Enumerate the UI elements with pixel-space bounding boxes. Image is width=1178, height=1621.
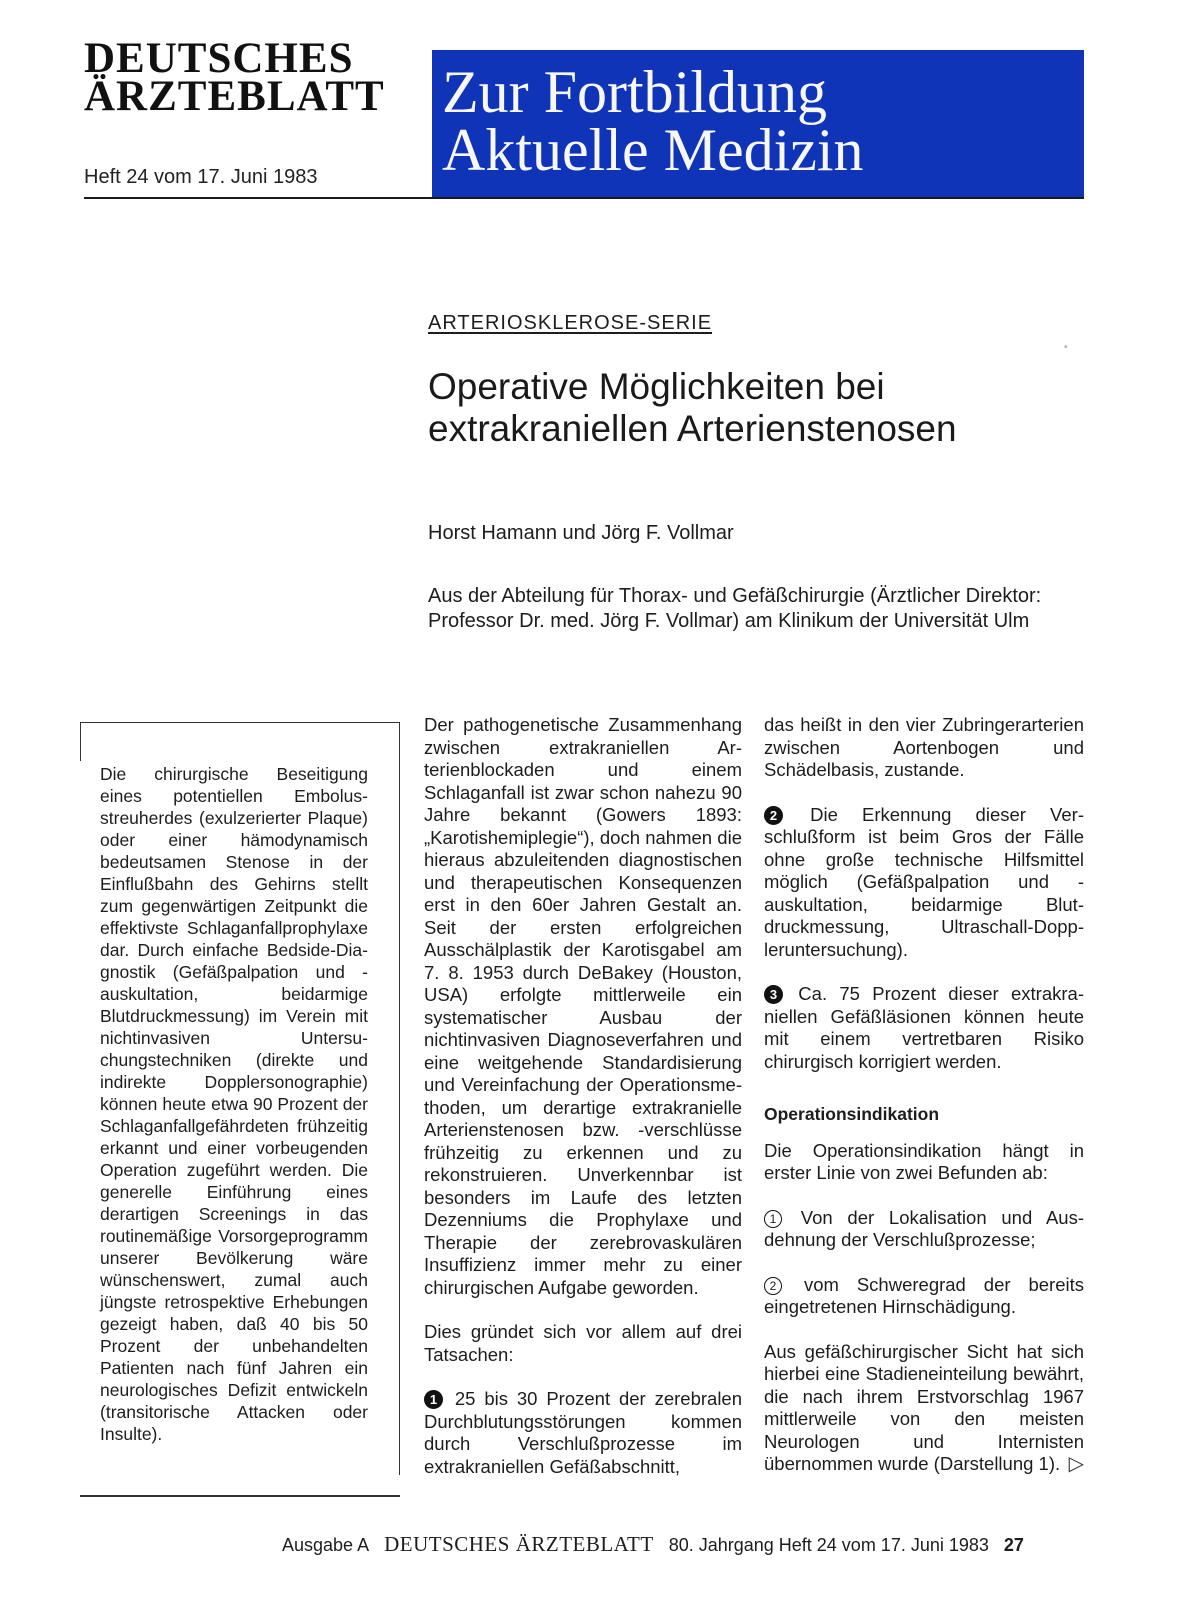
paragraph-indication: Die Operationsindikation hängt in erster Linie von zwei Befunden ab: bbox=[764, 1139, 1084, 1183]
bullet-number-1: 1 bbox=[424, 1390, 443, 1409]
page-number: 27 bbox=[1003, 1535, 1024, 1555]
masthead-rule bbox=[84, 197, 1084, 199]
abstract-box bbox=[80, 722, 400, 1497]
circled-number-2: 2 bbox=[764, 1277, 782, 1295]
abstract-box-corner bbox=[80, 723, 81, 761]
footer-magazine: DEUTSCHES ÄRZTEBLATT bbox=[384, 1532, 654, 1556]
fact-item-2 bbox=[764, 804, 1084, 962]
paragraph-staging bbox=[764, 1341, 1084, 1476]
issue-date: Heft 24 vom 17. Juni 1983 bbox=[84, 166, 318, 188]
fact-text-2: Die Erkennung dieser Verschlußform ist beim Gros der Fälle ohne große technische Hilfsmittel möglich (Gefäßpalpation und -auskultation, beidarmige Blutdruckmessung, Ultraschall-Doppleruntersuchung). bbox=[764, 803, 1084, 960]
banner-line-aktuelle-medizin: Aktuelle Medizin bbox=[442, 117, 864, 183]
body-column-1 bbox=[424, 714, 742, 1500]
paragraph-intro: Der pathogenetische Zusammenhang zwischen extrakraniellen Arterienblockaden und einem Schlaganfall ist zwar schon nahezu 90 Jahre bekannt (Gowers 1893: „Karotishemiplegie“), doch nahmen die hieraus abzuleitenden diagnostischen und therapeutischen Konsequenzen erst in den 60er Jahren Gestalt an. Seit der ersten erfolgreichen Ausschälplastik der Karotisgabel am 7. 8. 1953 durch DeBakey (Houston, USA) erfolgte mittlerweile ein systematischer Ausbau der nichtinvasiven Diagnoseverfahren und eine weitgehende Standardisierung und Vereinfachung der Operationsmethoden, um derartige extrakranielle Arterienstenosen bzw. -verschlüsse frühzeitig zu erkennen und zu rekonstruieren. Unverkennbar ist besonders im Laufe des letzten Dezenniums die Prophylaxe und Therapie der zerebrovaskulären Insuffizienz immer mehr zu einer chirurgischen Aufgabe geworden. bbox=[424, 714, 742, 1298]
article-title: Operative Möglichkeiten bei extrakraniellen Arterienstenosen bbox=[428, 366, 957, 449]
article-authors: Horst Hamann und Jörg F. Vollmar bbox=[428, 522, 734, 544]
abstract-box-right-border bbox=[399, 723, 400, 1475]
criterion-text-2: vom Schweregrad der bereits eingetretenen Hirnschädigung. bbox=[764, 1273, 1085, 1317]
fact-text-1: 25 bis 30 Prozent der zerebralen Durchblutungsstörungen kommen durch Verschlußprozesse im extrakraniellen Gefäßabschnitt, bbox=[424, 1388, 743, 1477]
fact-text-3: Ca. 75 Prozent dieser extrakraniellen Gefäßläsionen können heute mit einem vertretbaren Risiko chirurgisch korrigiert werden. bbox=[764, 983, 1084, 1072]
paragraph-continuation: das heißt in den vier Zubringerarterien zwischen Aortenbogen und Schädelbasis, zustande. bbox=[764, 714, 1084, 780]
footer-volume: 80. Jahrgang Heft 24 vom 17. Juni 1983 bbox=[668, 1535, 989, 1555]
continue-arrow-icon: ▷ bbox=[1068, 1453, 1084, 1475]
body-column-2 bbox=[764, 714, 1084, 1498]
article-affiliation: Aus der Abteilung für Thorax- und Gefäßchirurgie (Ärztlicher Direktor: Professor Dr. med. Jörg F. Vollmar) am Klinikum der Universität Ulm bbox=[428, 585, 1042, 632]
fact-item-1 bbox=[424, 1388, 742, 1478]
magazine-title: DEUTSCHES ÄRZTEBLATT bbox=[84, 35, 385, 120]
paragraph-facts-lead: Dies gründet sich vor allem auf drei Tatsachen: bbox=[424, 1321, 742, 1365]
page-footer bbox=[282, 1532, 1024, 1557]
criterion-item-1 bbox=[764, 1207, 1084, 1252]
series-label: ARTERIOSKLEROSE-SERIE bbox=[428, 312, 713, 334]
criterion-text-1: Von der Lokalisation und Ausdehnung der Verschlußprozesse; bbox=[764, 1206, 1085, 1250]
staging-text: Aus gefäßchirurgischer Sicht hat sich hierbei eine Stadieneinteilung bewährt, die nach ihrem Erstvorschlag 1967 mittlerweile von den meisten Neurologen und Internisten übernommen wurde (Darstellung 1). bbox=[764, 1340, 1084, 1474]
banner-line-fortbildung: Zur Fortbildung bbox=[442, 59, 827, 125]
subheading-operationsindikation: Operationsindikation bbox=[764, 1104, 940, 1124]
bullet-number-2: 2 bbox=[764, 806, 783, 825]
criterion-item-2 bbox=[764, 1274, 1084, 1319]
fact-item-3 bbox=[764, 983, 1084, 1073]
circled-number-1: 1 bbox=[764, 1210, 782, 1228]
abstract-text: Die chirurgische Beseitigung eines potentiellen Embolusstreuherdes (exulzerierter Plaque) oder einer hämodynamisch bedeutsamen Stenose in der Einflußbahn des Gehirns stellt zum gegenwärtigen Zeitpunkt die effektivste Schlaganfallprophylaxe dar. Durch einfache Bedside-Diagnostik (Gefäßpalpation und -auskultation, beidarmige Blutdruckmessung) im Verein mit nichtinvasiven Untersuchungstechniken (direkte und indirekte Dopplersonographie) können heute etwa 90 Prozent der Schlaganfallgefährdeten frühzeitig erkannt und einer vorbeugenden Operation zugeführt werden. Die generelle Einführung eines derartigen Screenings in das routinemäßige Vorsorgeprogramm unserer Bevölkerung wäre wünschenswert, zumal auch jüngste retrospektive Erhebungen gezeigt haben, daß 40 bis 50 Prozent der unbehandelten Patienten nach fünf Jahren ein neurologisches Defizit entwickeln (transitorische Attacken oder Insulte). bbox=[100, 764, 368, 1444]
scan-mark: • bbox=[1064, 342, 1068, 353]
footer-edition: Ausgabe A bbox=[282, 1535, 370, 1555]
bullet-number-3: 3 bbox=[764, 985, 783, 1004]
